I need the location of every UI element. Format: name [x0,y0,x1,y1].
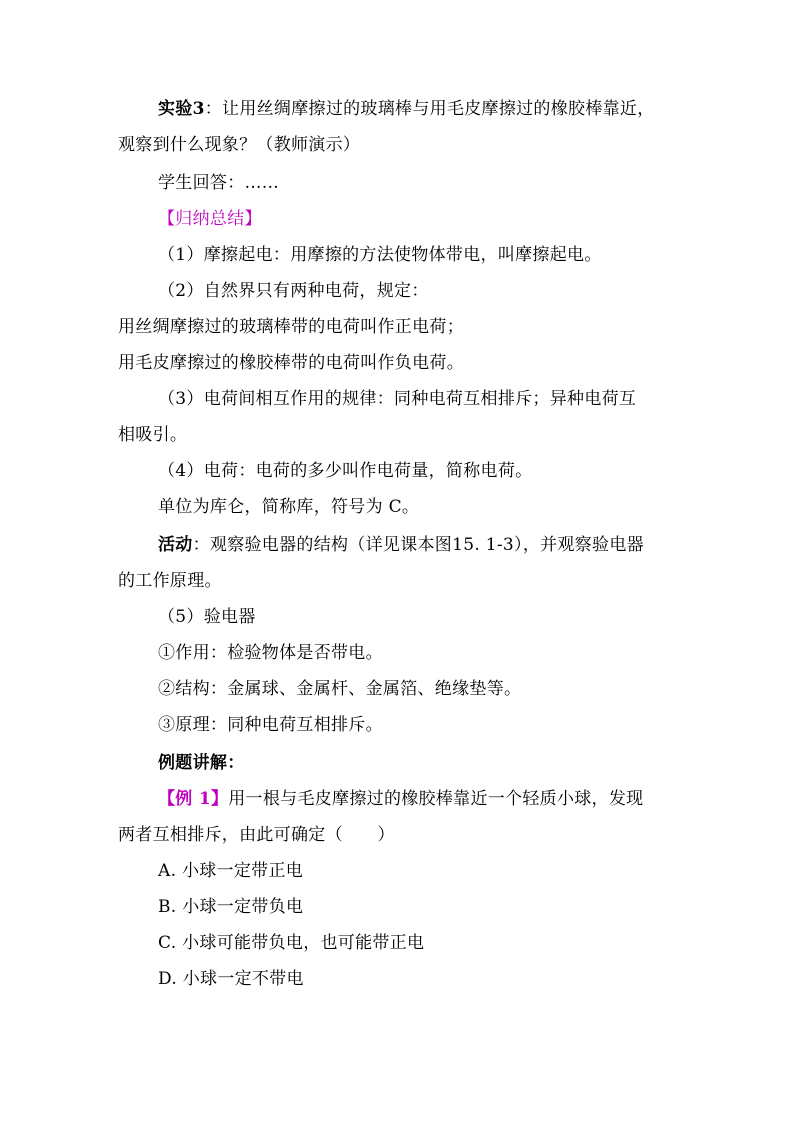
activity-line1 [158,534,644,556]
summary-item2-line-a: 用丝绸摩擦过的玻璃棒带的电荷叫作正电荷； [118,317,464,337]
experiment3-text-line1: ：让用丝绸摩擦过的玻璃棒与用毛皮摩擦过的橡胶棒靠近， [204,99,655,119]
electroscope-principle: ③原理：同种电荷互相排斥。 [158,715,383,735]
activity-text-line1: ：观察验电器的结构（详见课本图15. 1-3），并观察验电器 [192,535,644,555]
activity-text-line2: 的工作原理。 [118,571,222,591]
example1-line1 [158,788,643,810]
experiment3-text-line2: 观察到什么现象？（教师演示） [118,135,361,155]
experiment3-line1 [158,98,655,120]
summary-unit: 单位为库仑，简称库，符号为 C。 [158,497,420,517]
electroscope-purpose: ①作用：检验物体是否带电。 [158,643,383,663]
electroscope-heading: （5）验电器 [158,607,256,627]
example-section-heading: 例题讲解： [158,753,245,773]
example1-label: 【例 1】 [158,789,229,809]
summary-item3-line2: 相吸引。 [118,425,188,445]
student-answer: 学生回答：…… [158,173,280,193]
option-c: C. 小球可能带负电，也可能带正电 [158,933,425,953]
activity-label: 活动 [158,535,193,555]
option-b: B. 小球一定带负电 [158,897,304,917]
electroscope-structure: ②结构：金属球、金属杆、金属箔、绝缘垫等。 [158,679,522,699]
summary-item1: （1）摩擦起电：用摩擦的方法使物体带电，叫摩擦起电。 [158,245,602,265]
summary-item2: （2）自然界只有两种电荷，规定： [158,281,429,301]
example1-text-line1: 用一根与毛皮摩擦过的橡胶棒靠近一个轻质小球，发现 [228,789,644,809]
summary-item2-line-b: 用毛皮摩擦过的橡胶棒带的电荷叫作负电荷。 [118,353,464,373]
summary-item3-line1: （3）电荷间相互作用的规律：同种电荷互相排斥；异种电荷互 [158,389,637,409]
summary-heading: 【归纳总结】 [158,209,262,229]
option-a: A. 小球一定带正电 [158,861,304,881]
summary-item4: （4）电荷：电荷的多少叫作电荷量，简称电荷。 [158,461,533,481]
example1-text-line2: 两者互相排斥，由此可确定（ ） [118,825,395,845]
experiment3-label: 实验3 [158,99,205,119]
option-d: D. 小球一定不带电 [158,969,304,989]
